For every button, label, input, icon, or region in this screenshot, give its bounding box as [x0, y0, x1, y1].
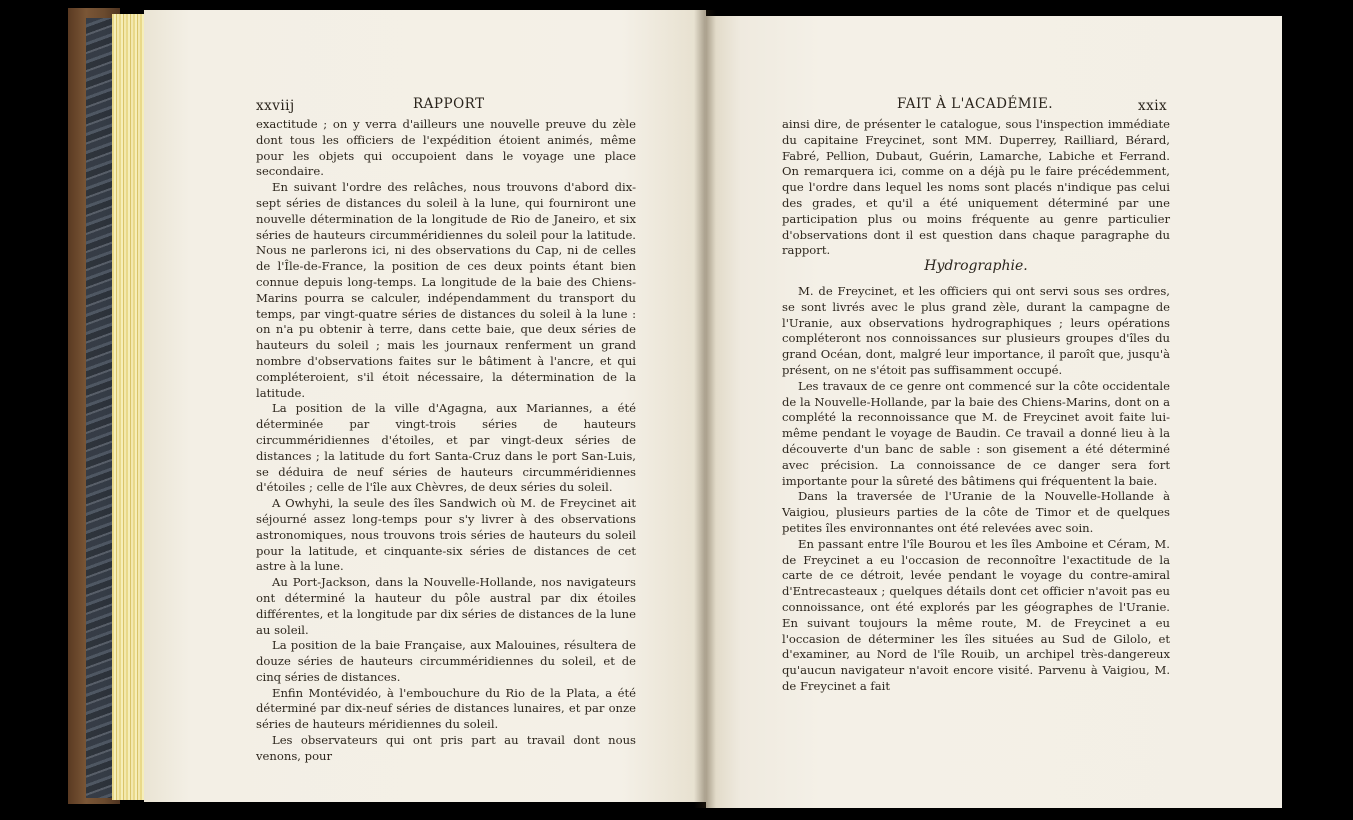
right-page-number: xxix — [1138, 98, 1168, 114]
left-paragraph: Les observateurs qui ont pris part au travail dont nous venons, pour — [256, 733, 636, 763]
page-edges — [112, 14, 146, 800]
left-page-text — [256, 117, 636, 765]
right-running-title: FAIT À L'ACADÉMIE. — [897, 96, 1054, 112]
book-gutter — [694, 10, 716, 808]
left-paragraph: exactitude ; on y verra d'ailleurs une nouvelle preuve du zèle dont tous les officiers de l'expédition étoient animés, même pour les objets qui occupoient dans le voyage une place secondaire. — [256, 117, 636, 179]
left-page-number: xxviij — [256, 98, 295, 114]
right-page-text-bottom — [782, 284, 1170, 695]
section-heading: Hydrographie. — [924, 258, 1028, 274]
right-page-text-top — [782, 117, 1170, 259]
right-paragraph: M. de Freycinet, et les officiers qui ont servi sous ses ordres, se sont livrés avec le plus grand zèle, durant la campagne de l'Uranie, aux observations hydrographiques ; leurs opérations compléteront nos connoissances sur plusieurs groupes d'îles du grand Océan, dont, malgré leur importance, il paroît que, jusqu'à présent, on ne s'étoit pas suffisamment occupé. — [782, 284, 1170, 377]
right-paragraph: Dans la traversée de l'Uranie de la Nouvelle-Hollande à Vaigiou, plusieurs parties de la côte de Timor et de quelques petites îles environnantes ont été relevées avec soin. — [782, 489, 1170, 535]
left-paragraph: La position de la ville d'Agagna, aux Mariannes, a été déterminée par vingt-trois séries de hauteurs circumméridiennes d'étoiles, et par vingt-deux séries de distances ; la latitude du fort Santa-Cruz dans le port San-Luis, se déduira de neuf séries de hauteurs circumméridiennes d'étoiles ; celle de l'île aux Chèvres, de deux séries du soleil. — [256, 401, 636, 495]
left-paragraph: Enfin Montévidéo, à l'embouchure du Rio de la Plata, a été déterminé par dix-neuf séries de distances lunaires, et par onze séries de hauteurs méridiennes du soleil. — [256, 685, 636, 732]
left-paragraph: A Owhyhi, la seule des îles Sandwich où M. de Freycinet ait séjourné assez long-temps pour s'y livrer à des observations astronomiques, nous trouvons trois séries de hauteurs du soleil pour la latitude, et cinquante-six séries de distances de cet astre à la lune. — [256, 496, 636, 574]
right-paragraph: ainsi dire, de présenter le catalogue, sous l'inspection immédiate du capitaine Freycinet, sont MM. Duperrey, Railliard, Bérard, Fabré, Pellion, Dubaut, Guérin, Lamarche, Labiche et Ferrand. On remarquera ici, comme on a déjà pu le faire précédemment, que l'ordre dans lequel les noms sont placés n'indique pas celui des grades, et qu'il a été uniquement déterminé par une participation plus ou moins fréquente au genre particulier d'observations dont il est question dans chaque paragraphe du rapport. — [782, 117, 1170, 258]
left-paragraph: Au Port-Jackson, dans la Nouvelle-Hollande, nos navigateurs ont déterminé la hauteur du pôle austral par dix étoiles différentes, et la longitude par dix séries de distances de la lune au soleil. — [256, 575, 636, 637]
left-running-title: RAPPORT — [413, 96, 485, 112]
right-paragraph: En passant entre l'île Bourou et les îles Amboine et Céram, M. de Freycinet a eu l'occasion de reconnoître l'exactitude de la carte de ce détroit, levée pendant le voyage du contre-amiral d'Entrecasteaux ; quelques détails dont cet officier n'avoit pas eu connoissance, ont été explorés par les géographes de l'Uranie. En suivant toujours la même route, M. de Freycinet a eu l'occasion de déterminer les îles situées au Sud de Gilolo, et d'examiner, au Nord de l'île Rouib, un archipel très-dangereux qu'aucun navigateur n'avoit encore visité. Parvenu à Vaigiou, M. de Freycinet a fait — [782, 536, 1170, 693]
right-paragraph: Les travaux de ce genre ont commencé sur la côte occidentale de la Nouvelle-Hollande, par la baie des Chiens-Marins, dont on a complété la reconnoissance que M. de Freycinet avoit faite lui-même pendant le voyage de Baudin. Ce travail a donné lieu à la découverte d'un banc de sable : son gisement a été déterminé avec précision. La connoissance de ce danger sera fort importante pour la sûreté des bâtimens qui fréquentent la baie. — [782, 378, 1170, 488]
left-paragraph: En suivant l'ordre des relâches, nous trouvons d'abord dix-sept séries de distances du soleil à la lune, qui fourniront une nouvelle détermination de la longitude de Rio de Janeiro, et six séries de hauteurs circumméridiennes du soleil pour la latitude. Nous ne parlerons ici, ni des observations du Cap, ni de celles de l'Île-de-France, la position de ces deux points étant bien connue depuis long-temps. La longitude de la baie des Chiens-Marins pourra se calculer, indépendamment du transport du temps, par vingt-quatre séries de distances du soleil à la lune : on n'a pu obtenir à terre, dans cette baie, que deux séries de hauteurs du soleil ; mais les journaux renferment un grand nombre d'observations faites sur le bâtiment à l'ancre, et qui compléteroient, s'il étoit nécessaire, la détermination de la latitude. — [256, 180, 636, 400]
left-paragraph: La position de la baie Française, aux Malouines, résultera de douze séries de hauteurs circumméridiennes du soleil, et de cinq séries de distances. — [256, 638, 636, 684]
